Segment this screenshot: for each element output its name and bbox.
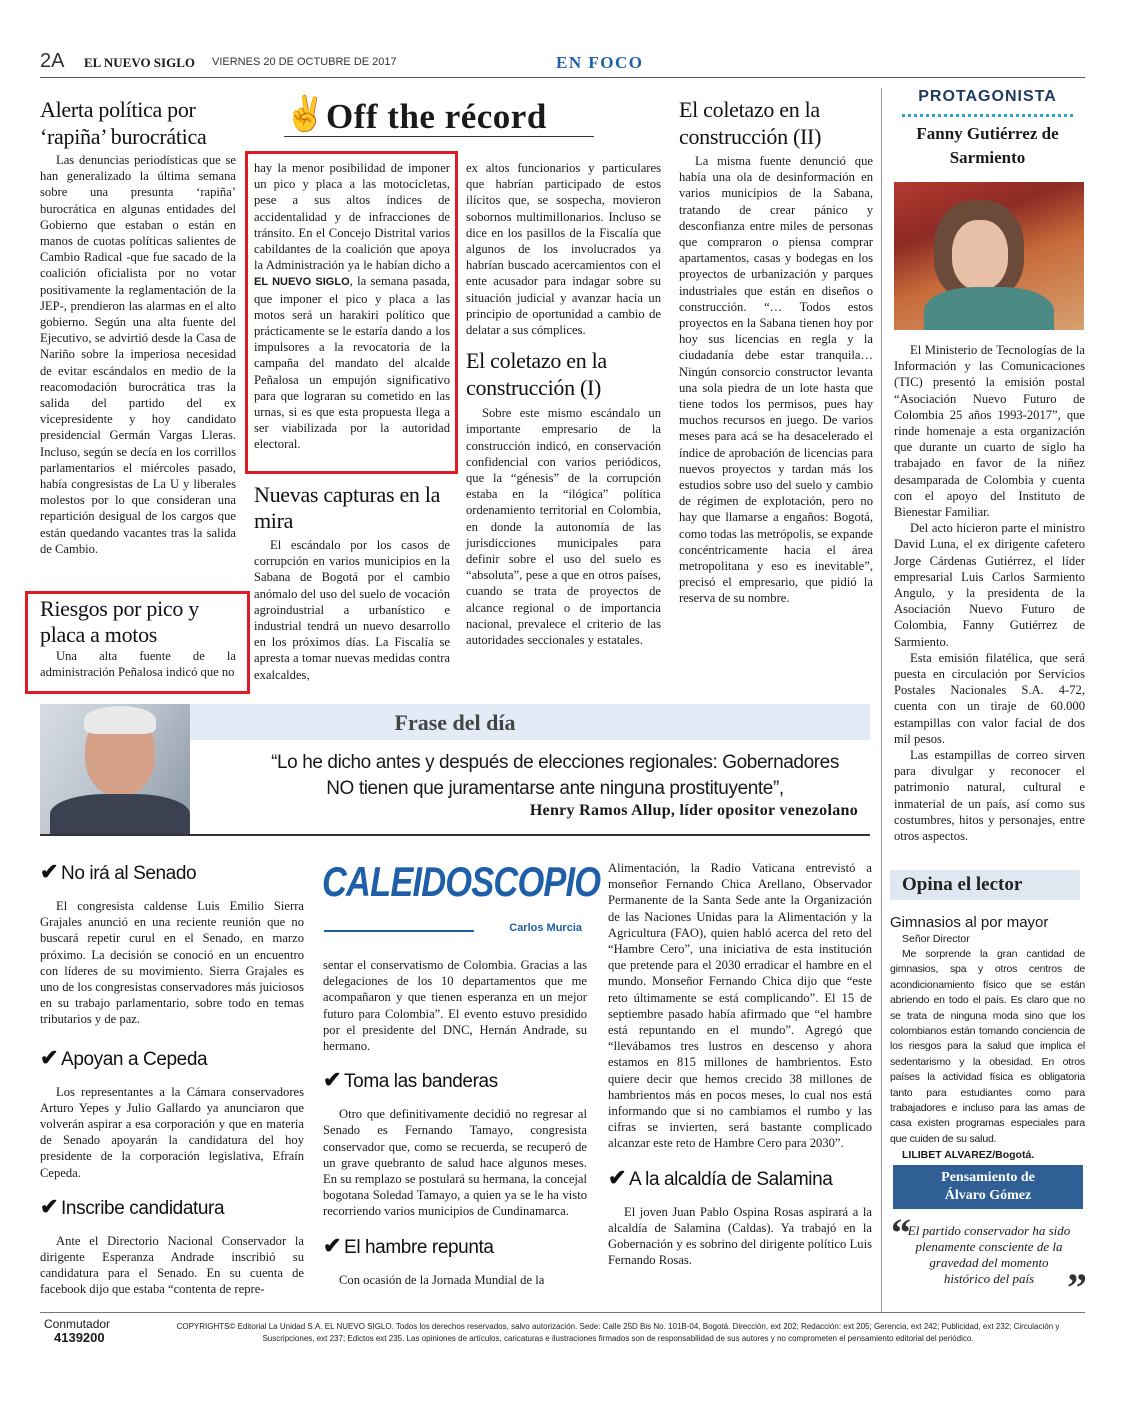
opina-signature: LILIBET ALVAREZ/Bogotá. [902,1149,1035,1162]
caleido-body-1: sentar el conservatismo de Colombia. Gracias a las delegaciones de los 10 departamentos que me acompañaron y que tienen esperanza en un mejor futuro para Colombia”. El evento estuvo presidido por el presidente del DNC, Hernán Andrade, su hermano. [323,958,587,1054]
off-the-record-title: Off the récord [326,97,547,136]
article-body-pico-placa: hay la menor posibilidad de imponer un pico y placa a las motocicletas, pese a sus altos índices de accidentalidad y de infracciones de tránsito. En el Concejo Distrital varios cabildantes de la coalición que apoya la Administración ya le habían dicho a EL NUEVO SIGLO, la semana pasada, que imponer el pico y placa a las motos será un harakiri político que prácticamente se le estaría dando a los impulsores a la revocatoria de la campaña del mandato del alcalde Peñalosa un empujón significativo para que lograran su cometido en las urnas, si es que esta propuesta llega a ser viabilizada por la autoridad electoral. [254,161,451,452]
opina-box [890,870,1085,1161]
page-header [40,48,1085,78]
copyright-text: COPYRIGHTS© Editorial La Unidad S.A. EL NUEVO SIGLO. Todos los derechos reservados, salvo autorización. Sede: Calle 25D Bis No. 101B-04, Bogotá. Dirección, ext 202; Redacción: ext 205; Gerencia, ext 242; Publicidad, ext 232; Circulación y Suscripciones, ext 237; Edictos ext 235. Las opiniones de artículos, caricaturas e ilustraciones firmados son de responsabilidad de sus autores y no comprometen el pensamiento editorial del periódico. [176,1322,1060,1343]
caleidoscopio-byline: Carlos Murcia [509,922,582,934]
opina-salutation: Señor Director [902,933,970,945]
column-divider [881,88,882,1313]
protagonista-label: PROTAGONISTA [918,88,1057,105]
column-bottom-right [608,860,872,1268]
off-the-record-header [284,97,594,137]
article-body-sobornos: ex altos funcionarios y particulares que habrían participado de estos ilícitos que, se sospecha, movieron sobornos multimillonarios. Incluso se dice en los pasillos de la Fiscalía que algunos de los involucrados ya habrían buscado acercamientos con el ente acusador para indagar sobre su situación judicial y avanzar hacia un principio de oportunidad a cambio de delatar a sus cómplices. [466,161,661,338]
close-quote-icon: ” [1067,1265,1087,1310]
column-2-continuation [254,160,450,453]
section-label: EN FOCO [556,53,644,72]
caleidoscopio-rule [324,930,474,932]
check-title-salamina: ✔ A la alcaldía de Salamina [608,1164,833,1190]
column-3 [466,160,661,648]
protagonista-box [890,88,1085,844]
frase-author: Henry Ramos Allup, líder opositor venezolano [529,802,858,819]
article-capturas [254,482,450,683]
frase-label: Frase del día [394,710,516,735]
check-title-hambre: ✔ El hambre repunta [323,1232,494,1258]
article-body-capturas: El escándalo por los casos de corrupción en varios municipios en la Sabana de Bogotá por el cambio anómalo del uso del suelo de vocación agroindustrial a urbanístico e industrial tendrá un nuevo desarrollo en los próximos días. La Fiscalía se apresta a tomar nuevas medidas contra exalcaldes, [254,538,450,682]
open-quote-icon: “ [891,1210,911,1255]
victory-hand-icon: ✌ [284,96,327,133]
checkmark-icon: ✔ [323,1232,342,1258]
opina-title: Gimnasios al por mayor [890,914,1049,931]
checkmark-icon: ✔ [608,1164,627,1190]
article-title-capturas: Nuevas capturas en la mira [254,482,441,533]
article-body-coletazo-1: Sobre este mismo escándalo un importante empresario de la construcción indicó, en conservación confidencial con varios periódicos, que la “génesis” de la corrupción estaba en la “ilógica” política ordenamiento territorial en Colombia, en donde la autonomía de las jurisdicciones municipales para definir sobre el uso del suelo es “absoluta”, pese a que en otros países, cuando se trata de proyectos de alcance regional o de importancia nacional, prevalece el criterio de las autoridades seccionales y estatales. [466,406,661,648]
article-title-coletazo-2: El coletazo en la construcción (II) [679,97,822,149]
page-number: 2A [40,50,65,72]
opina-body: Me sorprende la gran cantidad de gimnasios, spa y otros centros de acondicionamiento físico que se están abriendo en todo el país. Es claro que no se trata de ninguna moda sino que los colombianos están tomando conciencia de los riesgos para la salud que implica el sedentarismo y la obesidad. En otros países la actividad física es obligatoria tanto para estudiantes como para trabajadores e incluso para las amas de casa existen programas especiales para que cuiden de su salud. [890,948,1085,1145]
caleido-body-2: Otro que definitivamente decidió no regresar al Senado es Fernando Tamayo, congresista conservador que, como se recuerda, se recuperó de un grave quebranto de salud hace algunos meses. En su remplazo se postulará su hermana, la concejal bogotana Soledad Tamayo, a quien ya se le ha visto recorriendo varios municipios de Cundinamarca. [323,1107,587,1219]
checkmark-icon: ✔ [40,1044,59,1070]
caleido-body-3: Con ocasión de la Jornada Mundial de la [339,1272,545,1287]
caleidoscopio-header [322,858,601,940]
checkmark-icon: ✔ [40,1193,59,1219]
checkmark-icon: ✔ [323,1067,342,1093]
conmutador-label: Conmutador [44,1317,111,1331]
article-title-alerta: Alerta política por ‘rapiña’ burocrática [40,97,207,149]
conmutador-number: 4139200 [54,1330,105,1345]
pensamiento-quote-wrap [891,1210,1087,1310]
dotted-divider [902,114,1073,117]
article-body-alerta: Las denuncias periodísticas que se han generalizado la última semana sobre una presunta ‘rapiña’ burocrática en algunas entidades del Gobierno que estaban o están en manos de cuotas políticas salientes de Cambio Radical -que fue sacado de la coalición oficialista por no votar positivamente la reglamentación de la JEP-, prendieron las alarmas en el alto gobierno. Según una alta fuente del Ejecutivo, se advirtió desde la Casa de Nariño sobre la imperiosa necesidad de evitar escándalos en medio de la reacomodación burocrática tras la salida del partido del ex vicepresidente y hoy candidato presidencial Germán Vargas Lleras. Incluso, según se decía en los corrillos parlamentarios el miércoles pasado, había congresistas de La U y liberales molestos por lo que consideran una repartición desigual de los cargos que están quedando vacantes tras la salida de Cambio. [40,153,236,556]
column-4 [679,96,873,607]
column-bottom-left [40,860,304,1298]
check-title-banderas: ✔ Toma las banderas [323,1067,498,1093]
check-title-senado: ✔ No irá al Senado [40,859,197,884]
article-riesgos [40,596,236,680]
salamina-body: El joven Juan Pablo Ospina Rosas aspirará a la alcaldía de Salamina (Caldas). Ya trabajó en la Gobernación y es sobrino del dirigente político Luis Fernando Rosas. [608,1204,872,1268]
frase-quote: “Lo he dicho antes y después de elecciones regionales: Gobernadores NO tienen que juramentarse ante ninguna prostituyente”, [271,752,839,799]
protagonista-photo [894,182,1084,330]
article-title-riesgos: Riesgos por pico y placa a motos [40,596,199,647]
pensamiento-label: Pensamiento de Álvaro Gómez [893,1165,1083,1209]
header-date: VIERNES 20 DE OCTUBRE DE 2017 [212,56,397,68]
hambre-body: Alimentación, la Radio Vaticana entrevistó a monseñor Fernando Chica Arellano, Observador Permanente de la Santa Sede ante la Organización de las Naciones Unidas para la Alimentación y la Agricultura (FAO), quien habló acerca del reto del “Hambre Cero”, una iniciativa de esta institución que pretende para el 2030 erradicar el hambre en el mundo. Monseñor Fernando Chica dijo que “este reto últimamente se está complicando”. El 15 de septiembre pasado había afirmado que “el hambre está repuntando en el mundo”. Agregó que “llevábamos tres lustros en descenso y ahora estamos en 815 millones de hambrientos. Esto quiere decir que hemos crecido 38 millones de hambrientos más en pocos meses, lo cual nos está informando que si no cambiamos el rumbo y las cifras se invierten, será bastante complicado alcanzar este reto de Hambre Cero para 2030”. [608,861,872,1151]
check-body-candidatura: Ante el Directorio Nacional Conservador la dirigente Esperanza Andrade inscribió su candidatura para el Senado. En su cuenta de facebook dijo que estaba “contenta de repre- [40,1233,304,1297]
article-title-coletazo-1: El coletazo en la construcción (I) [466,348,607,401]
protagonista-name: Fanny Gutiérrez de Sarmiento [916,124,1059,167]
frase-del-dia-box [40,704,870,836]
caleidoscopio-title: CALEIDOSCOPIO [322,858,601,905]
column-1 [40,96,236,557]
check-title-cepeda: ✔ Apoyan a Cepeda [40,1044,208,1070]
check-body-senado: El congresista caldense Luis Emilio Sierra Grajales anunció en una reciente reunión que no buscará repetir curul en el Senado, en marzo próximo. La decisión se conoció en un encuentro con líderes de su movimiento. Sierra Grajales es uno de los congresistas conservadores más juiciosos en su trabajo parlamentario, sobre todo en temas tributarios y de paz. [40,899,304,1027]
checkmark-icon: ✔ [40,859,59,884]
paper-name: EL NUEVO SIGLO [84,55,195,70]
check-body-cepeda: Los representantes a la Cámara conservadores Arturo Yepes y Julio Gallardo ya anunciaron que volverán aspirar a esa corporación y que en materia de Senado apoyarán la candidatura del hoy presidente de la corporación legislativa, Efraín Cepeda. [40,1084,304,1180]
check-title-candidatura: ✔ Inscribe candidatura [40,1193,225,1219]
opina-label: Opina el lector [890,870,1080,900]
pensamiento-box [891,1165,1087,1310]
pensamiento-quote: El partido conservador ha sido plenamente consciente de la gravedad del momento histórico del país [907,1223,1071,1286]
column-caleido [323,957,587,1288]
frase-photo [40,704,190,836]
article-body-coletazo-2: La misma fuente denunció que había una ola de desinformación en varios municipios de la Sabana, tratando de crear pánico y desconfianza entre miles de personas que compraron o piensa comprar apartamentos, casas y bodegas en los proyectos de urbanización y parques industriales que están en diseños o construcción. “… Todos estos proyectos en la Sabana tienen hoy por hoy sus licencias en regla y la ciudadanía debe estar tranquila… Ningún consorcio constructor levanta una sola piedra de un lote hasta que tiene todos los permisos, pues hay muchos recursos en juego. De varios meses para acá se ha desacelerado el índice de aprobación de licencias para nuevos proyectos y tardan más los estudios sobre uso del suelo y cambio de régimen de explotación, pero no hay que llamarse a engaños: Bogotá, como todas las metrópolis, se expande concéntricamente hacia el área metropolitana y eso es inevitable”, precisó el empresario, que pidió la reserva de su nombre. [679,154,873,606]
footer [40,1312,1085,1348]
protagonista-body: El Ministerio de Tecnologías de la Información y las Comunicaciones (TIC) presentó la emisión postal “Asociación Nuevo Futuro de Colombia 25 años 1993-2017”, que rinde homenaje a esta organización que durante un cuarto de siglo ha trabajado en favor de la niñez desamparada de Colombia y cuenta con el apoyo del Instituto de Bienestar Familiar. Del acto hicieron parte el ministro David Luna, el ex dirigente cafetero Jorge Cárdenas Gutiérrez, el líder empresarial Luis Carlos Sarmiento Angulo, y la presidenta de la Asociación Nuevo Futuro de Colombia, Fanny Gutiérrez de Sarmiento. Esta emisión filatélica, que será puesta en circulación por Servicios Postales Nacionales S.A. 4-72, cuenta con un tiraje de 60.000 estampillas con valor facial de dos mil pesos. Las estampillas de correo sirven para divulgar y reconocer el patrimonio natural, cultural e inmaterial de un país, así como sus costumbres, hitos y personajes, entre otros aspectos. [894,343,1085,844]
article-body-riesgos: Una alta fuente de la administración Peñalosa indicó que no [40,649,236,680]
